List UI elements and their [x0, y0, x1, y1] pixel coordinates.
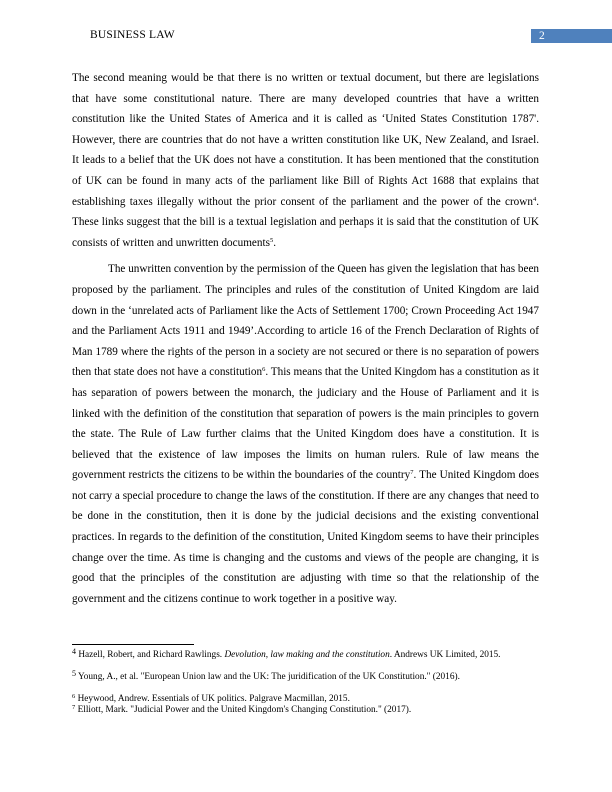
footnote-ref-6: 6 [262, 366, 266, 374]
footnote-5-number: 5 [72, 669, 76, 678]
footnote-4-title: Devolution, law making and the constitution [224, 650, 390, 660]
footnote-ref-4: 4 [532, 195, 537, 203]
paragraph-1-text-a: The second meaning would be that there is no written or textual document, but there are legislations that have some constitutional nature. There are many developed countries that have a written constitution like the United States of America and it is called as ‘United States Constitution 1787'. However, there are countries that do not have a written constitution like UK, New Zealand, and Israel. It leads to a belief that the UK does not have a constitution. It has been mentioned that the constitution of UK can be found in many acts of the parliament like Bill of Rights Act 1688 that explains that establishing taxes illegally without the prior consent of the parliament and the power of the crown [72, 72, 539, 208]
footnote-4-text-b: . Andrews UK Limited, 2015. [389, 650, 501, 660]
footnote-7 [72, 705, 542, 716]
footnote-6-text: Heywood, Andrew. Essentials of UK politics. Palgrave Macmillan, 2015. [75, 694, 350, 704]
footnote-4 [72, 647, 542, 661]
footnote-5 [72, 669, 542, 683]
footnote-5-text: Young, A., et al. "European Union law and the UK: The juridification of the UK Constitution." (2016). [76, 672, 460, 682]
paragraph-2-text-a: The unwritten convention by the permission of the Queen has given the legislation that has been proposed by the parliament. The principles and rules of the constitution of United Kingdom are laid down in the ‘unrelated acts of Parliament like the Acts of Settlement 1700; Crown Proceeding Act 1947 and the Parliament Acts 1911 and 1949’.According to article 16 of the French Declaration of Rights of Man 1789 where the rights of the person in a society are not secured or there is no separation of powers then that state does not have a constitution [72, 263, 539, 379]
footnote-6-number: 6 [72, 693, 76, 700]
paragraph-1-text-b: . These links suggest that the bill is a textual legislation and perhaps it is said that the constitution of UK consists of written and unwritten documents [72, 195, 539, 249]
footnote-7-text: Elliott, Mark. "Judicial Power and the United Kingdom's Changing Constitution." (2017). [75, 705, 412, 715]
paragraph-1-text-c: . [273, 236, 276, 249]
body-text [72, 68, 539, 609]
footnote-ref-7: 7 [410, 469, 414, 477]
footnote-4-number: 4 [72, 647, 76, 656]
footnote-6 [72, 694, 542, 705]
footnotes [72, 647, 542, 716]
page-number-badge: 2 [531, 29, 612, 43]
paragraph-2-text-b: . This means that the United Kingdom has a constitution as it has separation of powers between the monarch, the judiciary and the House of Parliament and it is linked with the definition of the constitution that separation of powers is the main principles to govern the state. The Rule of Law further claims that the United Kingdom does have a constitution. It is believed that the existence of law imposes the limits on human rulers. Rule of law means the government restricts the citizens to be within the boundaries of the country [72, 366, 539, 482]
footnote-7-number: 7 [72, 704, 76, 711]
footnote-separator [72, 644, 194, 645]
paragraph-1 [72, 68, 539, 253]
paragraph-2-text-c: . The United Kingdom does not carry a special procedure to change the laws of the constitution. If there are any changes that need to be done in the constitution, then it is done by the judicial decisions and the existing conventional practices. In regards to the definition of the constitution, United Kingdom seems to have their principles change over the time. As time is changing and the customs and views of the people are changing, it is good that the principles of the constitution are adjusting with time so that the relationship of the government and the citizens continue to work together in a positive way. [72, 469, 539, 605]
running-header-title: BUSINESS LAW [90, 29, 175, 41]
footnote-4-text-a: Hazell, Robert, and Richard Rawlings. [76, 650, 225, 660]
footnote-ref-5: 5 [269, 236, 274, 244]
paragraph-2 [72, 259, 539, 609]
